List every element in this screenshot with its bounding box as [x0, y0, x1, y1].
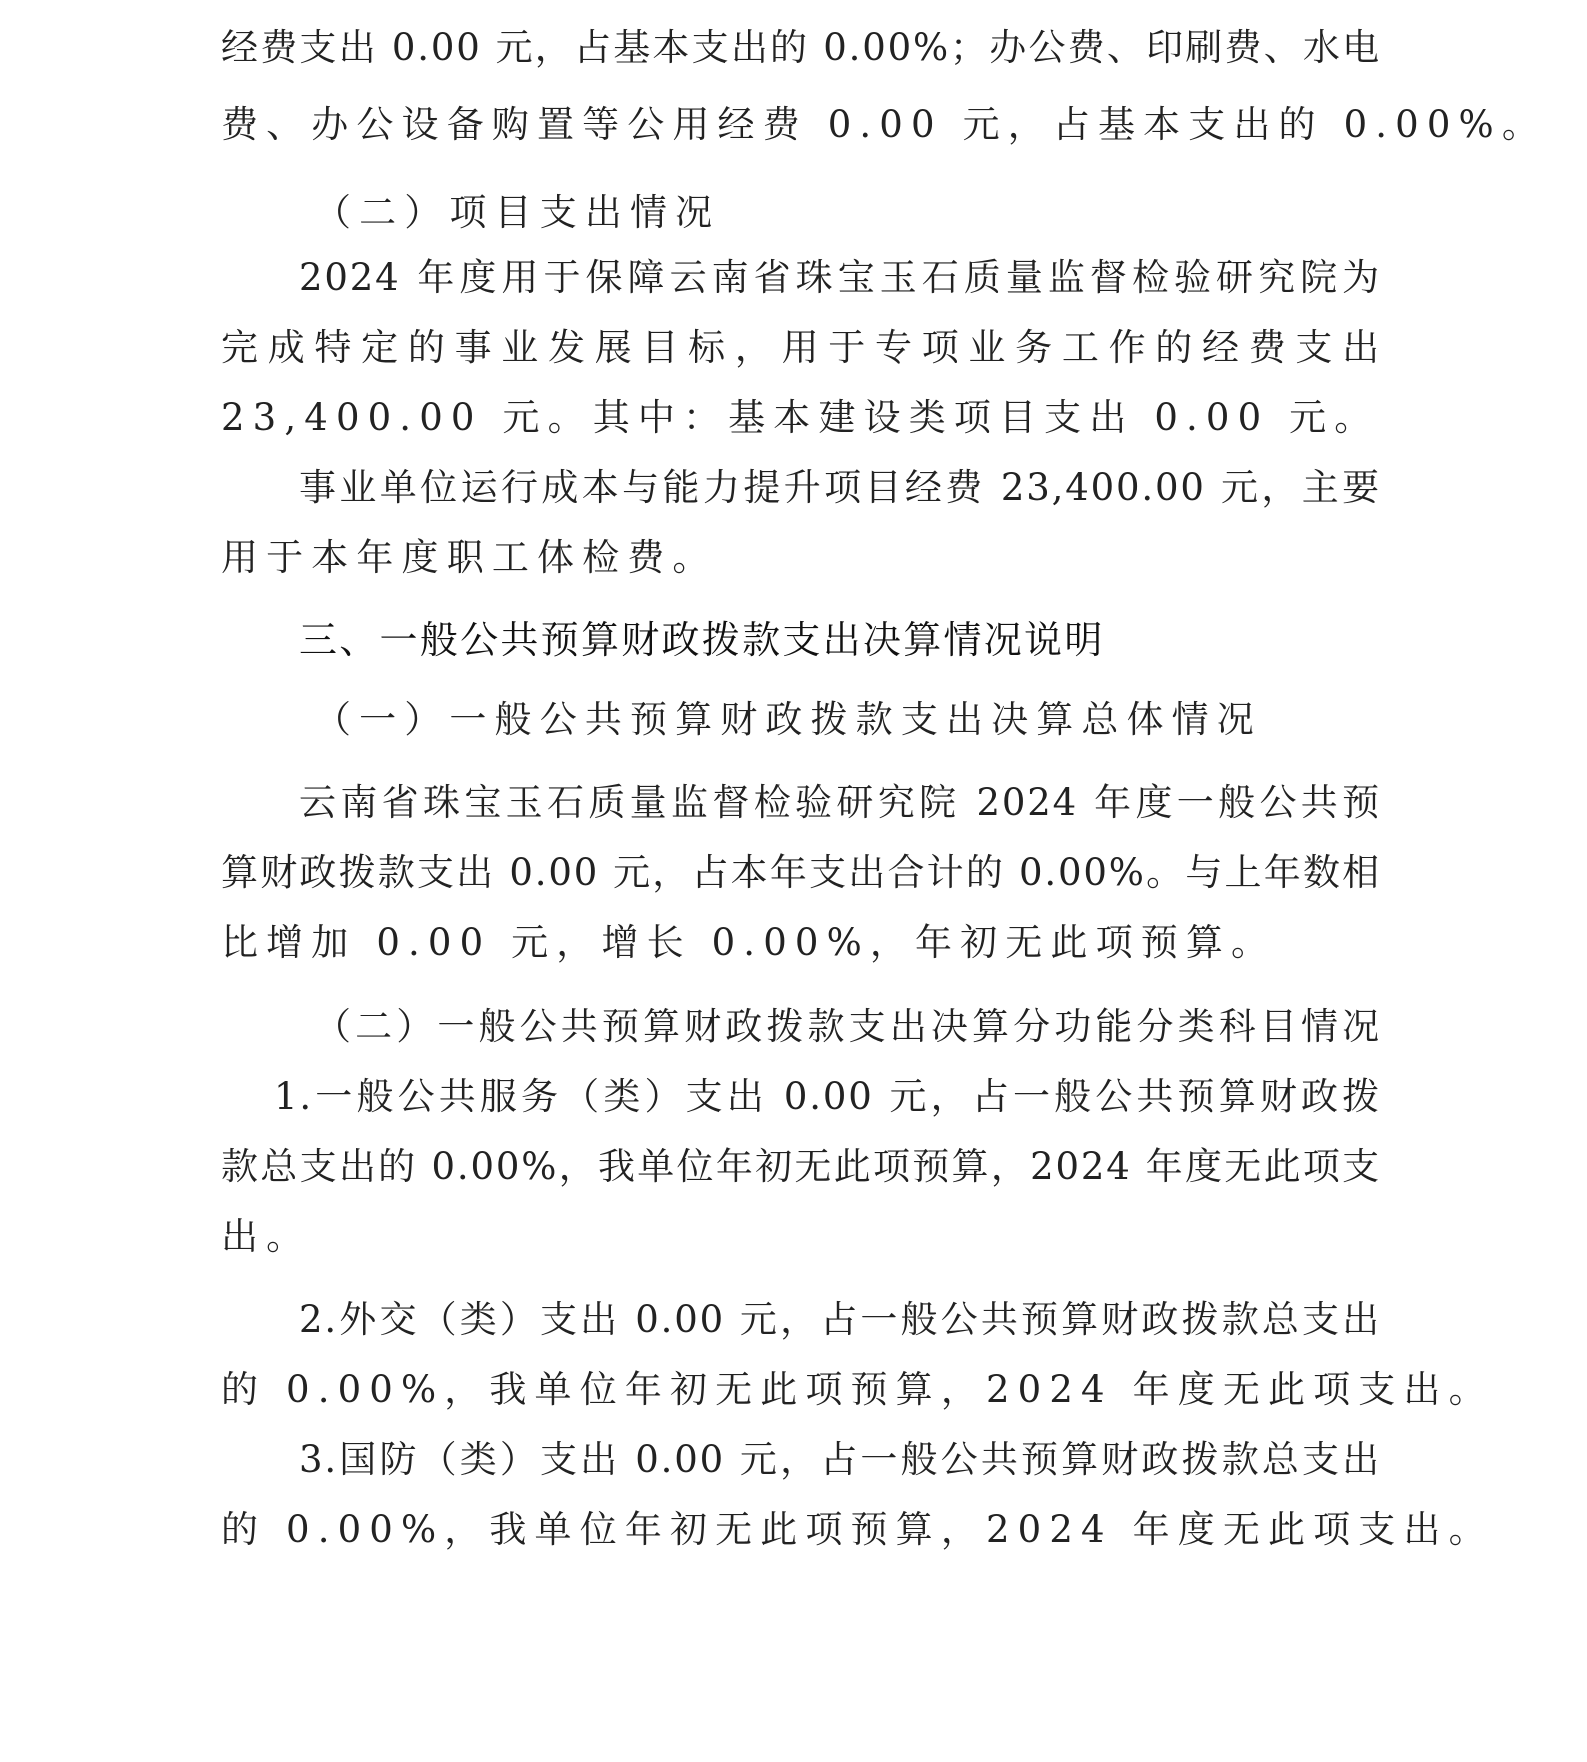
paragraph-line: 费、办公设备购置等公用经费 0.00 元，占基本支出的 0.00%。 — [221, 103, 1547, 146]
paragraph-line: 款总支出的 0.00%，我单位年初无此项预算，2024 年度无此项支 — [221, 1145, 1381, 1188]
paragraph-line: 23,400.00 元。其中：基本建设类项目支出 0.00 元。 — [221, 396, 1380, 439]
section-subheading: （一）一般公共预算财政拨款支出决算总体情况 — [314, 698, 1262, 741]
paragraph-line: 云南省珠宝玉石质量监督检验研究院 2024 年度一般公共预 — [299, 781, 1381, 824]
paragraph-line: 3.国防（类）支出 0.00 元，占一般公共预算财政拨款总支出 — [299, 1438, 1381, 1481]
paragraph-line: 完成特定的事业发展目标，用于专项业务工作的经费支出 — [221, 326, 1381, 369]
paragraph-line: 算财政拨款支出 0.00 元，占本年支出合计的 0.00%。与上年数相 — [221, 851, 1381, 894]
paragraph-line: 比增加 0.00 元，增长 0.00%，年初无此项预算。 — [221, 921, 1277, 964]
paragraph-line: 出。 — [221, 1215, 312, 1258]
section-subheading: （二）一般公共预算财政拨款支出决算分功能分类科目情况 — [314, 1005, 1381, 1048]
paragraph-line: 的 0.00%，我单位年初无此项预算，2024 年度无此项支出。 — [221, 1368, 1494, 1411]
section-subheading: （二）项目支出情况 — [314, 191, 721, 234]
paragraph-line: 用于本年度职工体检费。 — [221, 536, 718, 579]
paragraph-line: 2.外交（类）支出 0.00 元，占一般公共预算财政拨款总支出 — [299, 1298, 1381, 1341]
section-heading: 三、一般公共预算财政拨款支出决算情况说明 — [299, 618, 1105, 662]
paragraph-line: 2024 年度用于保障云南省珠宝玉石质量监督检验研究院为 — [299, 256, 1381, 299]
paragraph-line: 的 0.00%，我单位年初无此项预算，2024 年度无此项支出。 — [221, 1508, 1494, 1551]
paragraph-line: 经费支出 0.00 元，占基本支出的 0.00%；办公费、印刷费、水电 — [221, 26, 1381, 69]
paragraph-line: 1.一般公共服务（类）支出 0.00 元，占一般公共预算财政拨 — [274, 1075, 1381, 1118]
paragraph-line: 事业单位运行成本与能力提升项目经费 23,400.00 元，主要 — [299, 466, 1381, 509]
